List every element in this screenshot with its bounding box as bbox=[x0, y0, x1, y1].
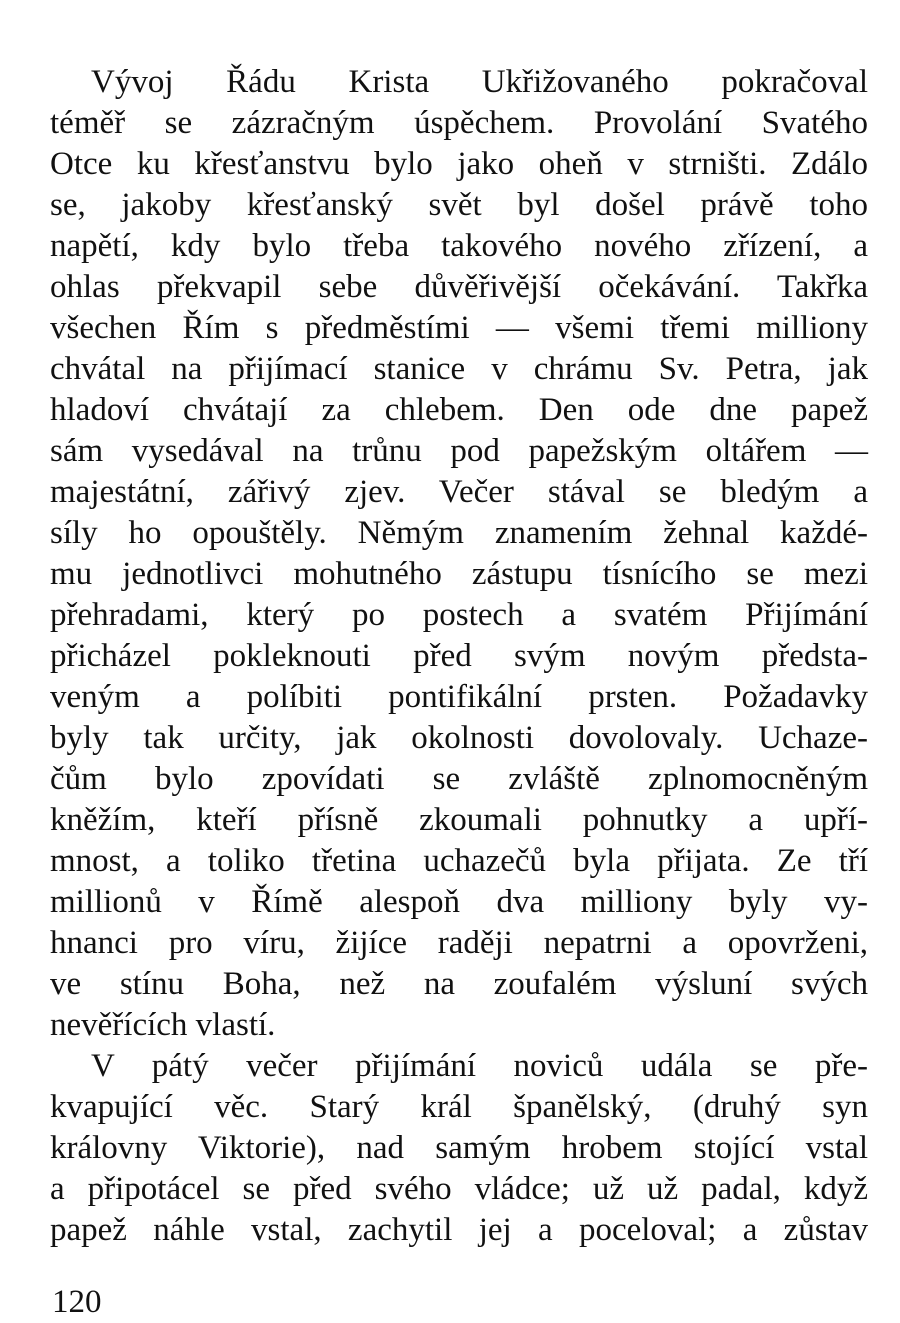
paragraph-2 bbox=[50, 1046, 868, 1251]
text-line: téměř se zázračným úspěchem. Provolání Svatého bbox=[50, 105, 868, 141]
text-line: kvapující věc. Starý král španělský, (druhý syn bbox=[50, 1089, 868, 1125]
text-line: ve stínu Boha, než na zoufalém výsluní svých bbox=[50, 966, 868, 1002]
paragraph-1 bbox=[50, 62, 868, 1046]
body-text bbox=[50, 62, 868, 1251]
text-line: čům bylo zpovídati se zvláště zplnomocněným bbox=[50, 761, 868, 797]
text-line: všechen Řím s předměstími — všemi třemi milliony bbox=[50, 310, 868, 346]
page-number: 120 bbox=[52, 1284, 102, 1320]
text-line: Otce ku křesťanstvu bylo jako oheň v strništi. Zdálo bbox=[50, 146, 868, 182]
text-line: millionů v Římě alespoň dva milliony byly vy- bbox=[50, 884, 868, 920]
text-line: mnost, a toliko třetina uchazečů byla přijata. Ze tří bbox=[50, 843, 868, 879]
text-line: chvátal na přijímací stanice v chrámu Sv. Petra, jak bbox=[50, 351, 868, 387]
text-line: ohlas překvapil sebe důvěřivější očekávání. Takřka bbox=[50, 269, 868, 305]
text-line: a připotácel se před svého vládce; už už padal, když bbox=[50, 1171, 868, 1207]
text-line: napětí, kdy bylo třeba takového nového zřízení, a bbox=[50, 228, 868, 264]
text-line: kněžím, kteří přísně zkoumali pohnutky a upří- bbox=[50, 802, 868, 838]
text-line: Vývoj Řádu Krista Ukřižovaného pokračoval bbox=[91, 64, 868, 100]
text-line: papež náhle vstal, zachytil jej a poceloval; a zůstav bbox=[50, 1212, 868, 1248]
text-line: hnanci pro víru, žijíce raději nepatrni a opovrženi, bbox=[50, 925, 868, 961]
text-line: se, jakoby křesťanský svět byl došel právě toho bbox=[50, 187, 868, 223]
text-line: síly ho opouštěly. Němým znamením žehnal každé- bbox=[50, 515, 868, 551]
text-line: V pátý večer přijímání noviců udála se pře- bbox=[91, 1048, 868, 1084]
text-line: hladoví chvátají za chlebem. Den ode dne papež bbox=[50, 392, 868, 428]
text-line: přicházel pokleknouti před svým novým předsta- bbox=[50, 638, 868, 674]
text-line: královny Viktorie), nad samým hrobem stojící vstal bbox=[50, 1130, 868, 1166]
text-line: sám vysedával na trůnu pod papežským oltářem — bbox=[50, 433, 868, 469]
text-line: přehradami, který po postech a svatém Přijímání bbox=[50, 597, 868, 633]
text-line: nevěřících vlastí. bbox=[50, 1007, 276, 1043]
text-line: veným a políbiti pontifikální prsten. Požadavky bbox=[50, 679, 868, 715]
text-line: byly tak určity, jak okolnosti dovolovaly. Uchaze- bbox=[50, 720, 868, 756]
text-line: mu jednotlivci mohutného zástupu tísnícího se mezi bbox=[50, 556, 868, 592]
text-line: majestátní, zářivý zjev. Večer stával se bledým a bbox=[50, 474, 868, 510]
